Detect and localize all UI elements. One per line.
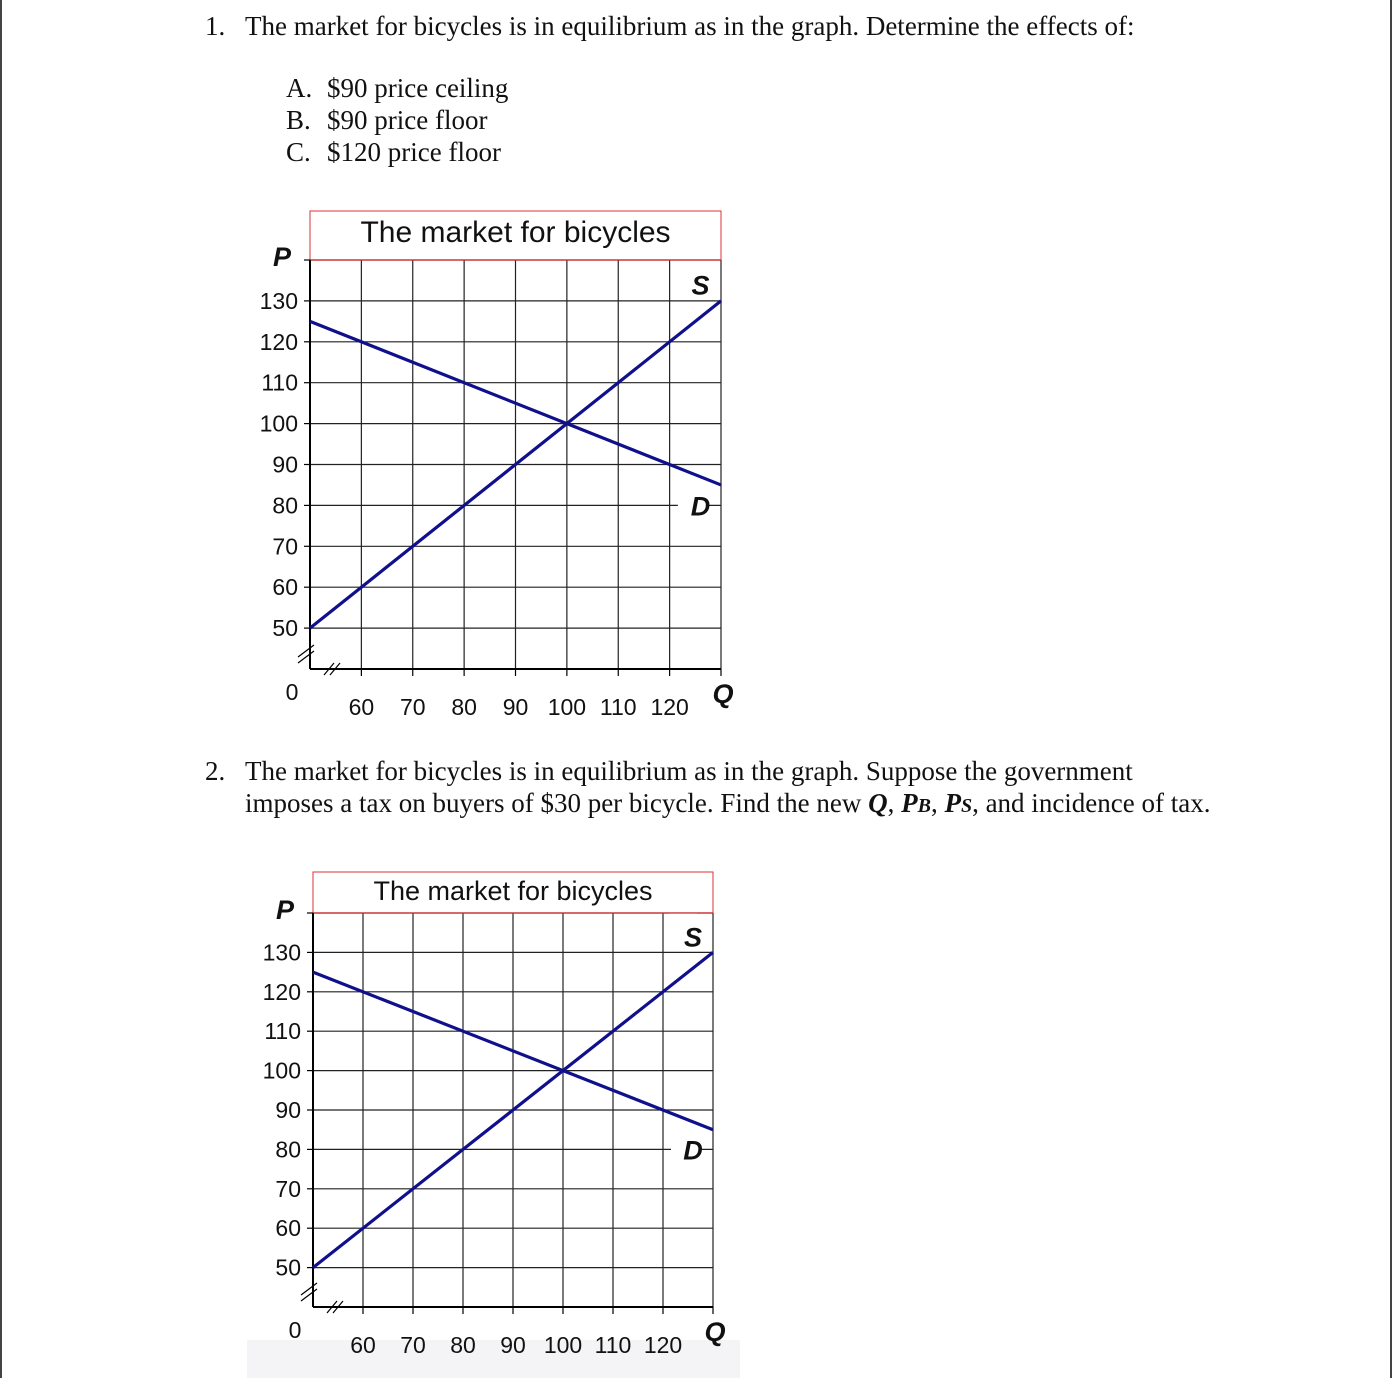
page-left-border	[0, 0, 2, 1378]
question-2-line-2	[245, 787, 1210, 822]
question-2-line-1: The market for bicycles is in equilibrium as in the graph. Suppose the government	[245, 756, 1133, 786]
question-2-number: 2.	[205, 756, 226, 786]
option-b	[286, 104, 508, 136]
origin-label: 0	[285, 679, 299, 705]
option-a-label: A.	[286, 73, 313, 103]
x-tick-label: 60	[348, 694, 375, 720]
x-tick-label: 70	[400, 1332, 426, 1358]
option-c-text: $120 price floor	[327, 137, 501, 167]
chart-title: The market for bicycles	[373, 876, 653, 906]
sep-1: ,	[887, 788, 902, 818]
var-q: Q	[868, 788, 888, 818]
question-1-number: 1.	[205, 11, 226, 41]
chart-1	[230, 205, 750, 735]
y-tick-label: 100	[262, 1057, 301, 1084]
x-tick-label: 110	[594, 1332, 632, 1358]
x-tick-label: 120	[650, 694, 689, 720]
x-tick-label: 80	[451, 694, 477, 720]
x-tick-label: 100	[543, 1332, 583, 1358]
y-tick-label: 60	[272, 574, 298, 601]
x-tick-label: 90	[500, 1332, 526, 1358]
x-axis-label: Q	[704, 1317, 726, 1347]
option-a-text: $90 price ceiling	[327, 73, 509, 103]
option-a	[286, 72, 508, 104]
y-axis-break-mark	[298, 645, 314, 663]
var-pb-sub: B	[917, 795, 931, 817]
var-ps-sub: S	[960, 795, 973, 817]
supply-label: S	[691, 270, 710, 301]
x-tick-label: 80	[450, 1332, 476, 1358]
chart-title: The market for bicycles	[360, 216, 671, 249]
y-tick-label: 80	[275, 1136, 301, 1163]
y-tick-label: 130	[259, 287, 298, 314]
question-2-line-2-post: , and incidence of tax.	[972, 788, 1211, 818]
y-axis-label: P	[275, 895, 295, 925]
x-tick-label: 70	[399, 694, 426, 720]
option-b-text: $90 price floor	[327, 105, 488, 135]
y-tick-label: 120	[259, 328, 298, 355]
x-tick-label: 60	[350, 1332, 376, 1358]
y-tick-label: 100	[259, 410, 298, 437]
origin-label: 0	[288, 1317, 302, 1343]
chart-2	[235, 865, 745, 1378]
demand-label: D	[690, 491, 711, 522]
y-axis-break-mark	[301, 1283, 317, 1301]
supply-label: S	[683, 922, 703, 953]
y-tick-label: 110	[264, 1018, 301, 1045]
option-b-label: B.	[286, 105, 311, 135]
demand-label: D	[683, 1135, 703, 1166]
question-1-options	[286, 72, 508, 168]
question-1-text: The market for bicycles is in equilibrium as in the graph. Determine the effects of:	[245, 11, 1135, 41]
question-2-line-2-pre: imposes a tax on buyers of $30 per bicycle. Find the new	[245, 788, 869, 818]
y-tick-label: 70	[272, 533, 298, 560]
y-tick-label: 70	[275, 1175, 301, 1202]
var-ps: P	[944, 788, 961, 818]
y-tick-label: 60	[275, 1215, 301, 1242]
x-tick-label: 100	[547, 694, 587, 720]
y-tick-label: 50	[272, 615, 298, 642]
x-tick-label: 120	[643, 1332, 683, 1358]
y-tick-label: 50	[275, 1254, 301, 1281]
y-tick-label: 80	[272, 492, 298, 519]
sep-2: ,	[930, 788, 945, 818]
y-tick-label: 130	[262, 939, 301, 966]
y-axis-label: P	[272, 242, 292, 272]
x-tick-label: 110	[599, 694, 637, 720]
option-c	[286, 136, 508, 168]
y-tick-label: 110	[261, 369, 298, 396]
option-c-label: C.	[286, 137, 311, 167]
var-pb: P	[901, 788, 918, 818]
y-tick-label: 90	[272, 451, 298, 478]
x-tick-label: 90	[502, 694, 529, 720]
y-tick-label: 120	[262, 978, 301, 1005]
x-axis-label: Q	[712, 679, 734, 709]
y-tick-label: 90	[275, 1097, 301, 1123]
